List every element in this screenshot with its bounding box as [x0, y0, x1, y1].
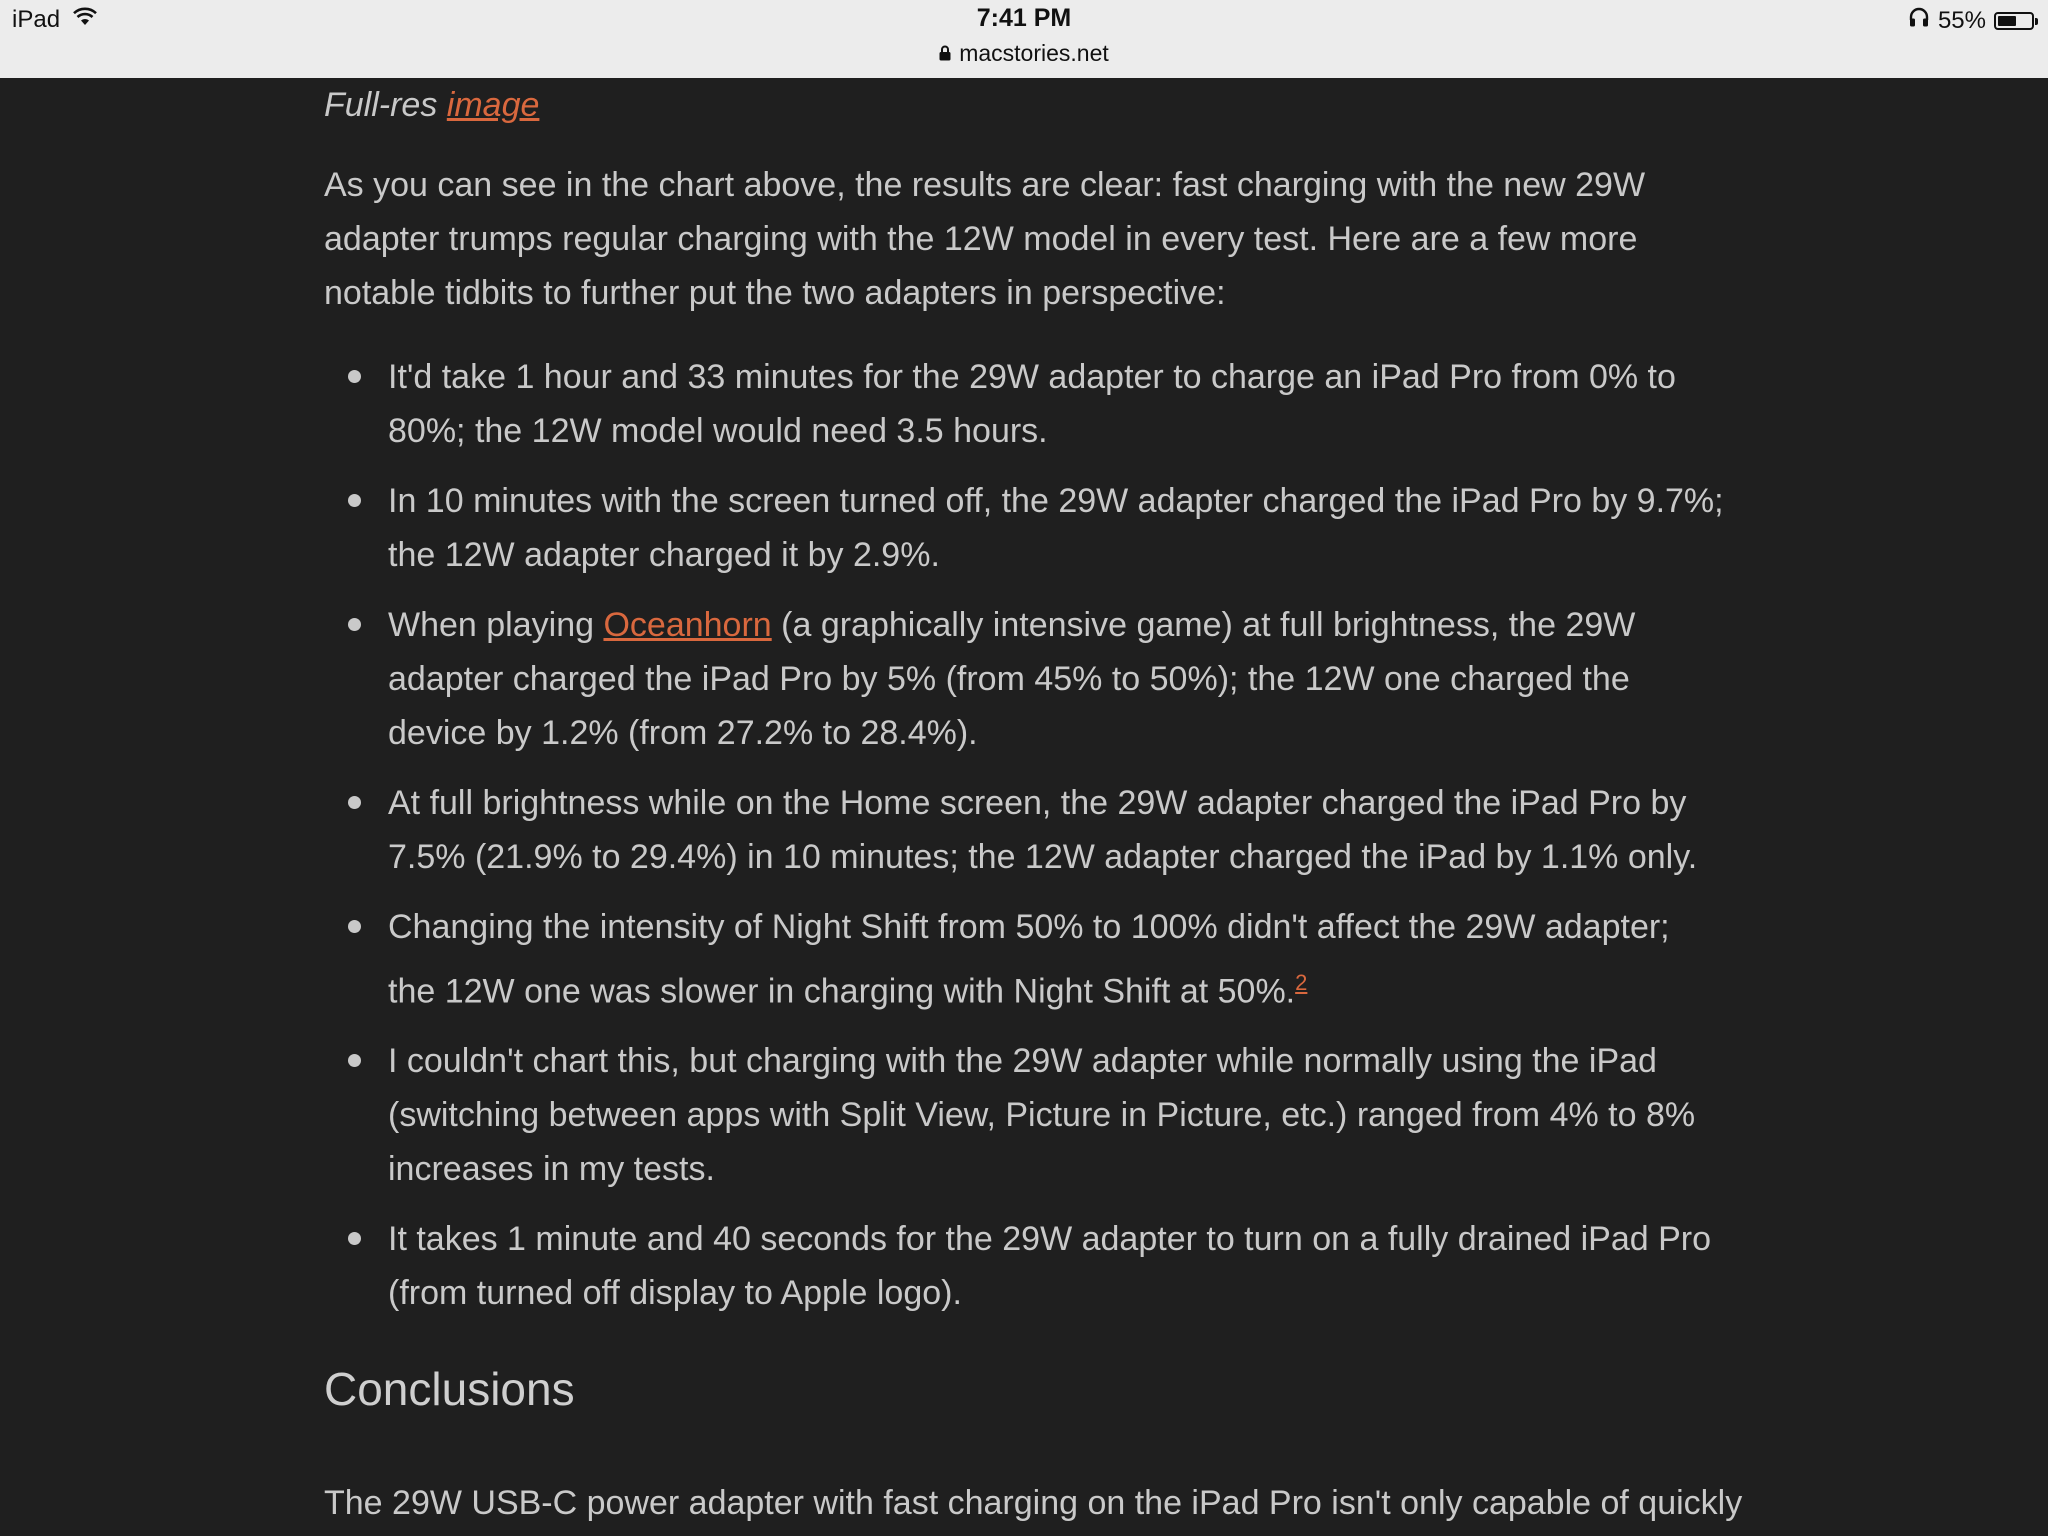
list-item: [324, 1212, 1724, 1320]
battery-icon: [1994, 12, 2034, 30]
list-item: [324, 1034, 1724, 1196]
list-item: [324, 350, 1724, 458]
conclusions-heading: Conclusions: [324, 1363, 575, 1415]
tidbits-list: [324, 350, 1724, 1336]
bullet-icon: [348, 494, 361, 507]
list-item-text: Changing the intensity of Night Shift from 50% to 100% didn't affect the 29W adapter; the 12W one was slower in charging with Night Shift at 50%.: [388, 908, 1670, 1011]
list-item-text: In 10 minutes with the screen turned off, the 29W adapter charged the iPad Pro by 9.7%; the 12W adapter charged it by 2.9%.: [388, 482, 1724, 574]
bullet-icon: [348, 920, 361, 933]
battery-percent: 55%: [1937, 6, 1986, 34]
conclusion-paragraph: The 29W USB-C power adapter with fast charging on the iPad Pro isn't only capable of quickly: [324, 1484, 1743, 1522]
image-caption: [324, 78, 539, 132]
address-bar[interactable]: [0, 40, 2048, 67]
caption-prefix: Full-res: [324, 86, 447, 124]
list-item-text-after: (a graphically intensive game) at full brightness, the 29W adapter charged the iPad Pro by 5% (from 45% to 50%); the 12W one charged the device by 1.2% (from 27.2% to 28.4%).: [388, 606, 1636, 752]
intro-paragraph: As you can see in the chart above, the results are clear: fast charging with the new 29W adapter trumps regular charging with the 12W model in every test. Here are a few more notable tidbits to further put the two adapters in perspective:: [324, 166, 1646, 312]
bullet-icon: [348, 796, 361, 809]
bullet-icon: [348, 1232, 361, 1245]
lock-icon: [939, 40, 951, 67]
list-item: [324, 900, 1724, 1018]
list-item: [324, 598, 1724, 760]
battery-level: [1998, 16, 2016, 26]
bullet-icon: [348, 370, 361, 383]
list-item-text: At full brightness while on the Home screen, the 29W adapter charged the iPad Pro by 7.5% (21.9% to 29.4%) in 10 minutes; the 12W adapter charged the iPad by 1.1% only.: [388, 784, 1698, 876]
bullet-icon: [348, 1054, 361, 1067]
status-bar: [0, 0, 2048, 78]
status-right: [1908, 6, 2034, 35]
url-text: macstories.net: [959, 40, 1109, 66]
list-item-text: It takes 1 minute and 40 seconds for the 29W adapter to turn on a fully drained iPad Pro (from turned off display to Apple logo).: [388, 1220, 1712, 1313]
clock: 7:41 PM: [976, 4, 1072, 32]
headphones-icon: [1908, 6, 1930, 35]
battery-tip: [2035, 18, 2038, 25]
full-res-image-link[interactable]: image: [446, 86, 540, 124]
footnote-link[interactable]: 2: [1295, 970, 1308, 995]
list-item-text: I couldn't chart this, but charging with the 29W adapter while normally using the iPad (switching between apps with Split View, Picture in Picture, etc.) ranged from 4% to 8% increases in my tests.: [388, 1042, 1696, 1189]
oceanhorn-link[interactable]: Oceanhorn: [603, 606, 772, 644]
device-name: iPad: [12, 6, 61, 33]
bullet-icon: [348, 618, 361, 631]
list-item-text: It'd take 1 hour and 33 minutes for the 29W adapter to charge an iPad Pro from 0% to 80%; the 12W model would need 3.5 hours.: [388, 358, 1676, 450]
list-item: [324, 776, 1724, 884]
list-item: [324, 474, 1724, 582]
list-item-text-before: When playing: [388, 606, 604, 644]
